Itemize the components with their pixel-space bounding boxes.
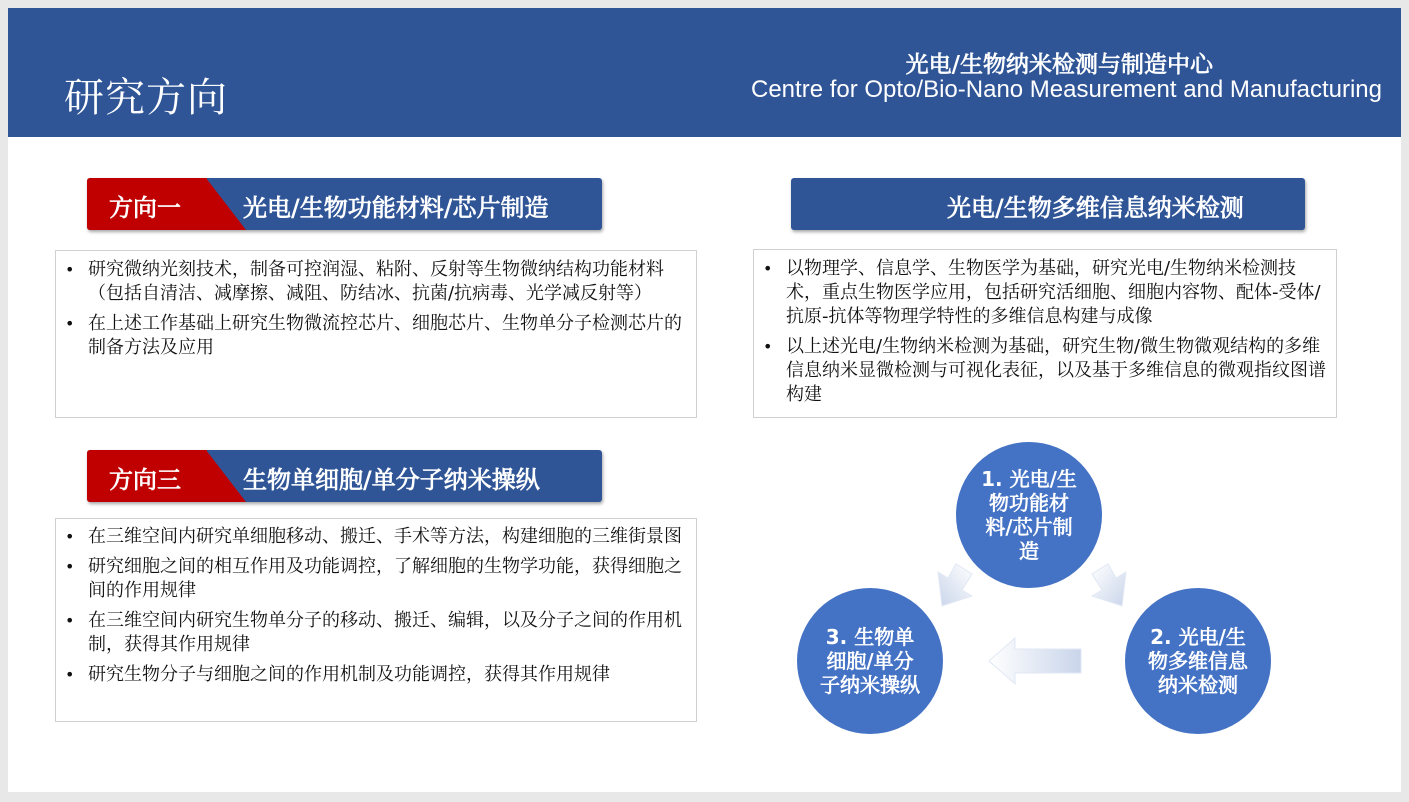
slide	[8, 8, 1401, 792]
cycle-node-2	[1125, 588, 1271, 734]
direction2-item: • 以上述光电/生物纳米检测为基础，研究生物/微生物微观结构的多维信息纳米显微检测与可视化表征，以及基于多维信息的微观指纹图谱构建	[754, 335, 1330, 407]
direction2-content-box	[753, 249, 1337, 418]
direction3-tag	[87, 450, 602, 502]
direction1-content-box	[55, 250, 697, 418]
direction1-number: 方向一	[109, 194, 181, 222]
direction3-item: • 在三维空间内研究单细胞移动、搬迁、手术等方法，构建细胞的三维街景图	[56, 525, 688, 549]
center-name-cn: 光电/生物纳米检测与制造中心	[905, 52, 1213, 78]
direction1-item: • 在上述工作基础上研究生物微流控芯片、细胞芯片、生物单分子检测芯片的制备方法及应用	[56, 312, 688, 360]
cycle-node-3-label: 3. 生物单细胞/单分子纳米操纵	[820, 625, 920, 697]
direction3-list	[56, 525, 688, 687]
center-name-en: Centre for Opto/Bio-Nano Measurement and Manufacturing	[751, 76, 1382, 103]
direction3-red-slant	[206, 450, 246, 502]
cycle-node-2-label: 2. 光电/生物多维信息纳米检测	[1148, 625, 1248, 697]
direction3-item: • 研究生物分子与细胞之间的作用机制及功能调控，获得其作用规律	[56, 663, 688, 687]
cycle-node-1-label: 1. 光电/生物功能材料/芯片制造	[981, 467, 1077, 563]
direction1-tag	[87, 178, 602, 230]
direction3-item: • 在三维空间内研究生物单分子的移动、搬迁、编辑，以及分子之间的作用机制，获得其作用规律	[56, 609, 688, 657]
direction1-red-slant	[206, 178, 246, 230]
direction3-item: • 研究细胞之间的相互作用及功能调控，了解细胞的生物学功能，获得细胞之间的作用规律	[56, 555, 688, 603]
direction2-tag	[791, 178, 1305, 230]
direction2-title: 光电/生物多维信息纳米检测	[947, 194, 1244, 222]
arrow-1-to-3-icon	[928, 560, 978, 610]
direction2-item: • 以物理学、信息学、生物医学为基础，研究光电/生物纳米检测技术，重点生物医学应用，包括研究活细胞、细胞内容物、配体-受体/抗原-抗体等物理学特性的多维信息构建与成像	[754, 257, 1330, 329]
direction1-title: 光电/生物功能材料/芯片制造	[243, 194, 549, 222]
page-title: 研究方向	[64, 75, 228, 121]
arrow-2-to-3-icon	[987, 636, 1083, 686]
direction1-item: • 研究微纳光刻技术，制备可控润湿、粘附、反射等生物微纳结构功能材料（包括自清洁、减摩擦、减阻、防结冰、抗菌/抗病毒、光学减反射等）	[56, 258, 688, 306]
direction3-title: 生物单细胞/单分子纳米操纵	[243, 466, 540, 494]
cycle-node-3	[797, 588, 943, 734]
arrow-1-to-2-icon	[1086, 560, 1136, 610]
header-bar	[8, 8, 1401, 137]
direction2-list	[754, 257, 1330, 407]
direction3-number: 方向三	[109, 466, 181, 494]
direction3-content-box	[55, 518, 697, 722]
direction1-list	[56, 258, 688, 360]
